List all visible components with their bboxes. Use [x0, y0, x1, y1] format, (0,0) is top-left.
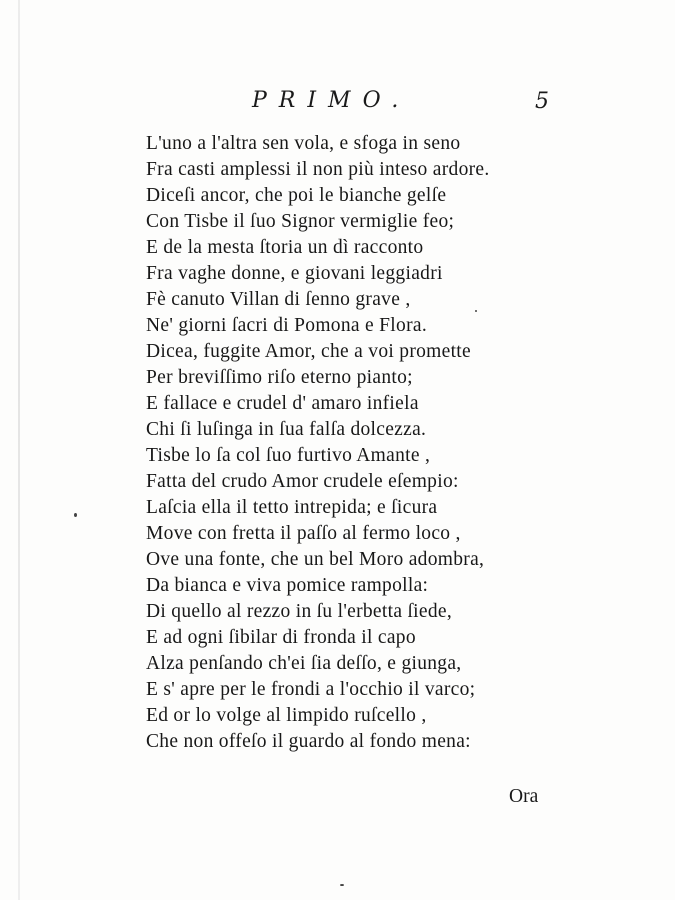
- verse-line: Alza penſando ch'ei ſia deſſo, e giunga,: [146, 653, 462, 674]
- page-number: 5: [535, 89, 549, 114]
- verse-line: Move con fretta il paſſo al fermo loco ,: [146, 523, 461, 544]
- verse-line: E de la mesta ſtoria un dì racconto: [146, 237, 424, 258]
- verse-line: Diceſi ancor, che poi le bianche gelſe: [146, 185, 447, 206]
- verse-line: Con Tisbe il ſuo Signor vermiglie feo;: [146, 211, 455, 232]
- verse-line: Chi ſi luſinga in ſua falſa dolcezza.: [146, 419, 427, 440]
- verse-line: Per breviſſimo riſo eterno pianto;: [146, 367, 413, 388]
- verse-line: Laſcia ella il tetto intrepida; e ſicura: [146, 497, 438, 518]
- ink-speck: [475, 310, 477, 312]
- verse-line: Che non offeſo il guardo al fondo mena:: [146, 731, 471, 752]
- verse-line: L'uno a l'altra sen vola, e sfoga in seno: [146, 133, 461, 154]
- page-binding-edge: [18, 0, 20, 900]
- catchword: Ora: [509, 786, 539, 807]
- verse-line: Ne' giorni ſacri di Pomona e Flora.: [146, 315, 427, 336]
- running-header-title: PRIMO.: [252, 88, 411, 113]
- verse-line: Di quello al rezzo in ſu l'erbetta ſiede,: [146, 601, 453, 622]
- verse-line: E ad ogni ſibilar di fronda il capo: [146, 627, 416, 648]
- verse-line: E fallace e crudel d' amaro infiela: [146, 393, 419, 414]
- ink-speck: [74, 513, 77, 517]
- verse-line: Fè canuto Villan di ſenno grave ,: [146, 289, 411, 310]
- verse-line: Tisbe lo ſa col ſuo furtivo Amante ,: [146, 445, 431, 466]
- ink-speck: [340, 884, 344, 886]
- verse-block: [146, 131, 566, 755]
- verse-line: Fatta del crudo Amor crudele eſempio:: [146, 471, 459, 492]
- verse-line: Ove una fonte, che un bel Moro adombra,: [146, 549, 485, 570]
- verse-line: Fra vaghe donne, e giovani leggiadri: [146, 263, 443, 284]
- verse-line: Da bianca e viva pomice rampolla:: [146, 575, 429, 596]
- verse-line: E s' apre per le frondi a l'occhio il varco;: [146, 679, 476, 700]
- verse-line: Fra casti amplessi il non più inteso ardore.: [146, 159, 490, 180]
- verse-line: Ed or lo volge al limpido ruſcello ,: [146, 705, 427, 726]
- verse-line: Dicea, fuggite Amor, che a voi promette: [146, 341, 471, 362]
